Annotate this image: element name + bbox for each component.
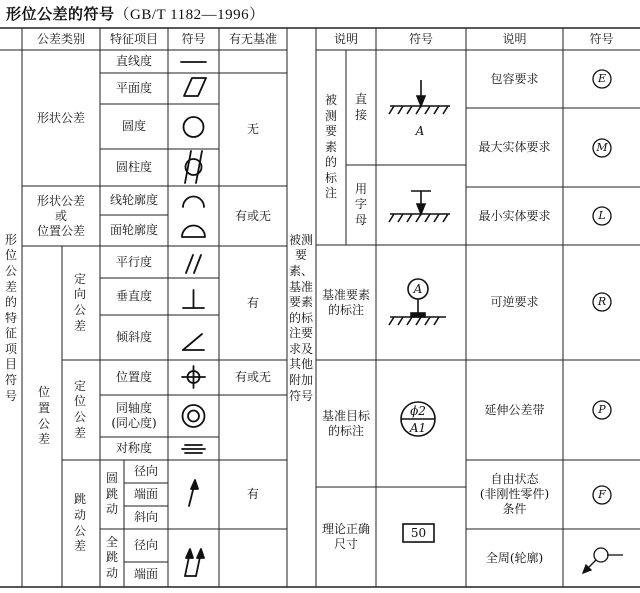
- feature-position: 位置度: [115, 370, 152, 384]
- req-free-state: [466, 460, 563, 529]
- datum-position: 有或无: [234, 370, 271, 384]
- datum-profile: 有或无: [234, 208, 271, 223]
- circular-runout-icon: [189, 480, 198, 506]
- reciprocity-letter: R: [597, 295, 607, 309]
- total-runout-icon: [185, 549, 204, 576]
- feature-roundness: 圆度: [121, 119, 146, 133]
- group-form: 形状公差: [36, 110, 85, 125]
- concentricity-icon: [183, 405, 205, 427]
- perpendicularity-icon: [183, 290, 204, 308]
- theoretical-label: 理论正确尺寸: [321, 522, 370, 551]
- surface-profile-icon: [182, 226, 205, 237]
- group-circular-runout: 圆跳动: [105, 471, 118, 517]
- symmetry-icon: [182, 445, 205, 453]
- title-standard: （GB/T 1182—1996）: [114, 7, 265, 23]
- header-symbol: 符号: [181, 31, 206, 46]
- group-position: 位置公差: [37, 385, 50, 447]
- lmc-letter: L: [598, 209, 606, 223]
- feature-total-radial: 径向: [133, 538, 158, 552]
- datum-feature-label: 基准要素的标注: [321, 287, 370, 317]
- feature-line-profile: 线轮廓度: [109, 193, 158, 207]
- line-profile-icon: [183, 197, 204, 208]
- req-envelope: 包容要求: [490, 71, 539, 86]
- side-label: 形位公差的特征项目符号: [4, 232, 17, 403]
- envelope-letter: E: [597, 72, 607, 86]
- datum-A-label: A: [413, 281, 423, 296]
- theoretical-value: 50: [410, 525, 427, 540]
- cylindricity-icon: [185, 151, 202, 183]
- header-datum: 有无基准: [228, 31, 277, 46]
- header-category: 公差类别: [36, 31, 85, 46]
- letter-label: 用字母: [354, 181, 367, 227]
- group-fop-line2: 或: [54, 208, 67, 223]
- req-lmc: 最小实体要求: [478, 208, 551, 223]
- header-sym-1: 符号: [408, 31, 433, 46]
- feature-angularity: 倾斜度: [115, 330, 152, 344]
- header-desc-1: 说明: [333, 31, 358, 46]
- mmc-letter: M: [596, 141, 608, 155]
- all-around-icon: [583, 548, 623, 573]
- feature-parallelism: 平行度: [115, 254, 152, 269]
- header-sym-2: 符号: [589, 31, 614, 46]
- feature-total-face: 端面: [133, 567, 158, 581]
- parallelism-icon: [186, 255, 201, 273]
- req-free-state-line1: 自由状态: [490, 472, 539, 486]
- group-total-runout: 全跳动: [105, 534, 118, 580]
- feature-radial: 径向: [133, 464, 158, 478]
- letter-A-label: A: [415, 123, 425, 138]
- feature-surface-profile: 面轮廓度: [109, 223, 158, 237]
- feature-face: 端面: [133, 487, 158, 501]
- feature-symmetry: 对称度: [115, 441, 152, 455]
- feature-perpendicularity: 垂直度: [115, 289, 152, 303]
- req-mmc: 最大实体要求: [478, 140, 551, 154]
- feature-straightness: 直线度: [115, 54, 152, 68]
- title-main: 形位公差的符号: [6, 5, 115, 23]
- feature-concentricity-line2: (同心度): [111, 416, 157, 430]
- direct-marking-icon: [389, 80, 450, 114]
- feature-concentricity: [100, 395, 168, 437]
- feature-cylindricity: 圆柱度: [115, 160, 152, 174]
- angularity-icon: [183, 334, 204, 350]
- req-reciprocity: 可逆要求: [490, 295, 539, 309]
- feature-oblique: 斜向: [133, 510, 158, 524]
- req-all-around: 全周(轮廓): [485, 550, 544, 565]
- position-icon: [182, 366, 205, 388]
- group-fop-line1: 形状公差: [36, 193, 85, 208]
- datum-orientation: 有: [246, 295, 259, 310]
- requirement-symbols: [563, 50, 640, 587]
- target-A1-label: A1: [409, 420, 427, 435]
- req-projected: 延伸公差带: [484, 402, 545, 417]
- direct-label: 直接: [354, 91, 367, 122]
- datum-target-label: 基准目标的标注: [321, 408, 370, 438]
- group-orientation: 定向公差: [73, 271, 86, 333]
- datum-runout: 有: [246, 487, 259, 501]
- target-phi-label: ϕ2: [410, 403, 426, 418]
- req-free-state-line3: 条件: [502, 502, 527, 516]
- measured-feature-label: 被测要素的标注: [324, 92, 337, 201]
- feature-concentricity-line1: 同轴度: [115, 401, 152, 415]
- letter-marking-icon: [389, 191, 450, 222]
- roundness-icon: [184, 117, 204, 137]
- group-location: 定位公差: [73, 378, 86, 440]
- flatness-icon: [184, 78, 206, 96]
- middle-label: 被测要素、基准要素的标注要求及其他附加符号: [289, 232, 314, 403]
- projected-letter: P: [598, 403, 606, 417]
- req-free-state-line2: (非刚性零件): [479, 487, 550, 501]
- group-form-or-position: [22, 186, 100, 246]
- group-runout: 跳动公差: [73, 492, 86, 554]
- feature-flatness: 平面度: [115, 81, 152, 95]
- group-fop-line3: 位置公差: [36, 223, 85, 238]
- header-feature: 特征项目: [109, 31, 158, 46]
- free-state-letter: F: [598, 488, 606, 502]
- tolerance-symbols: [168, 50, 219, 587]
- header-desc-2: 说明: [502, 31, 527, 46]
- datum-form: 无: [246, 122, 259, 136]
